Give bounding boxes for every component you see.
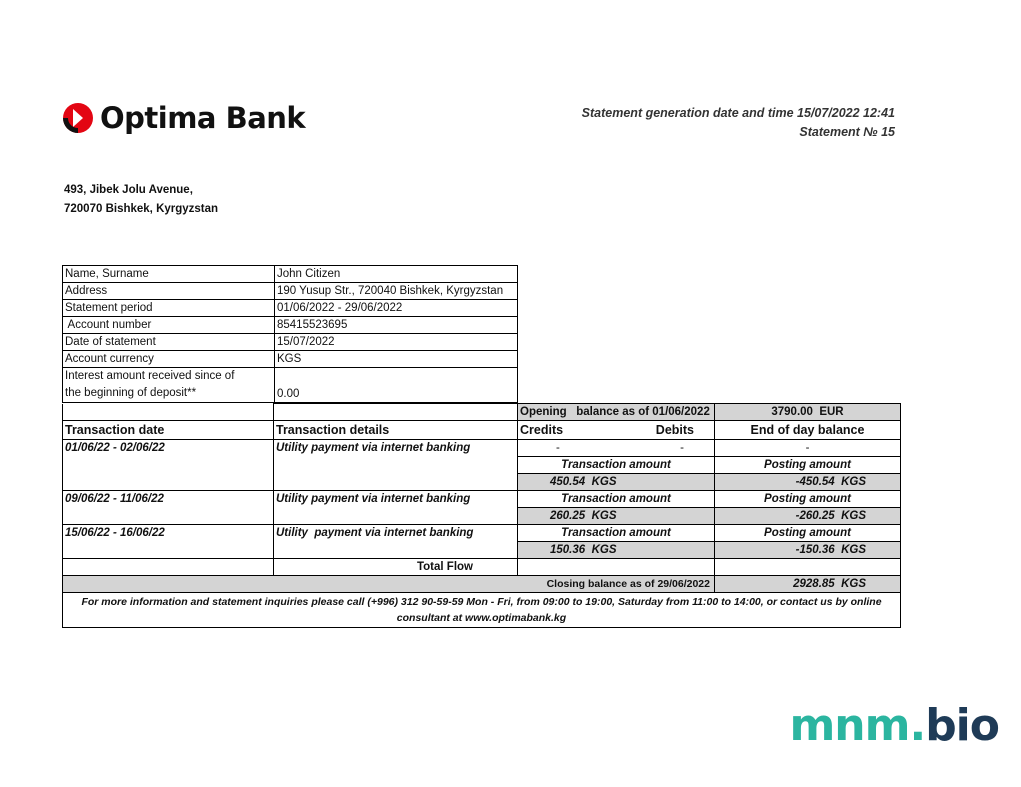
bank-logo xyxy=(62,100,305,136)
optima-logo-icon xyxy=(62,100,94,136)
info-row: Statement period 01/06/2022 - 29/06/2022 xyxy=(63,300,518,317)
footer-text: For more information and statement inquiries please call (+996) 312 90-59-59 Mon - Fri, from 09:00 to 19:00, Saturday from 11:00 to 14:00, or contact us by online xyxy=(81,596,882,608)
table-row: 15/06/22 - 16/06/22 Utility payment via internet banking Transaction amount Posting amount xyxy=(63,525,901,542)
header-row: Transaction date Transaction details Credits Debits End of day balance xyxy=(63,421,901,440)
statement-meta xyxy=(582,104,895,142)
opening-balance-row xyxy=(63,404,901,421)
info-row: Name, Surname John Citizen xyxy=(63,266,518,283)
opening-balance-label: Opening balance as of 01/06/2022 xyxy=(518,404,715,421)
transactions-table: Opening balance as of 01/06/2022 3790.00 EUR Transaction date Transaction details Credits Debits End of day balance 01/06/22 - 02/06/22 Utility payment via internet banking - - - Transaction amount Posting amount 450.54 KGS -450.54 KGS 09/06/22 - 11/06/22 Utility payment via internet banking Transaction amount Posting amount 260.25 KGS -260.25 KGS 15/06/22 - 16/06/22 Utility payment via internet banking Transaction amount Posting amount 150.36 KGS -150.36 KGS Total Flow Closing balance as of 29/06/2022 2928.85 KGS For more information and statement inquiries please call (+996) 312 90-59-59 Mon - Fri, from 09:00 to 19:00, Saturday from 11:00 to 14:00, or contact us by online consultant at www.optimabank.kg xyxy=(62,403,901,628)
statement-number: Statement № 15 xyxy=(799,125,895,139)
table-row: 01/06/22 - 02/06/22 Utility payment via internet banking - - - xyxy=(63,440,901,457)
footer-row xyxy=(63,593,901,628)
closing-balance-amount: 2928.85 KGS xyxy=(715,576,901,593)
closing-balance-row xyxy=(63,576,901,593)
table-row: 09/06/22 - 11/06/22 Utility payment via internet banking Transaction amount Posting amount xyxy=(63,491,901,508)
watermark: mnm.bio xyxy=(789,700,999,751)
footer-link-text: consultant at www.optimabank.kg xyxy=(396,612,567,624)
customer-info-table xyxy=(62,265,518,403)
bank-address: 493, Jibek Jolu Avenue, 720070 Bishkek, Kyrgyzstan xyxy=(64,184,219,215)
total-flow-row: Total Flow xyxy=(63,559,901,576)
closing-balance-label: Closing balance as of 29/06/2022 xyxy=(63,576,715,593)
info-row: Account number 85415523695 xyxy=(63,317,518,334)
opening-balance-amount: 3790.00 EUR xyxy=(715,404,901,421)
generation-datetime: Statement generation date and time 15/07/2022 12:41 xyxy=(581,106,895,120)
info-row: Account currency KGS xyxy=(63,351,518,368)
info-row: Interest amount received since of the beginning of deposit** 0.00 xyxy=(63,368,518,403)
info-row: Date of statement 15/07/2022 xyxy=(63,334,518,351)
bank-name: Optima Bank xyxy=(100,101,306,135)
info-row: Address 190 Yusup Str., 720040 Bishkek, Kyrgyzstan xyxy=(63,283,518,300)
